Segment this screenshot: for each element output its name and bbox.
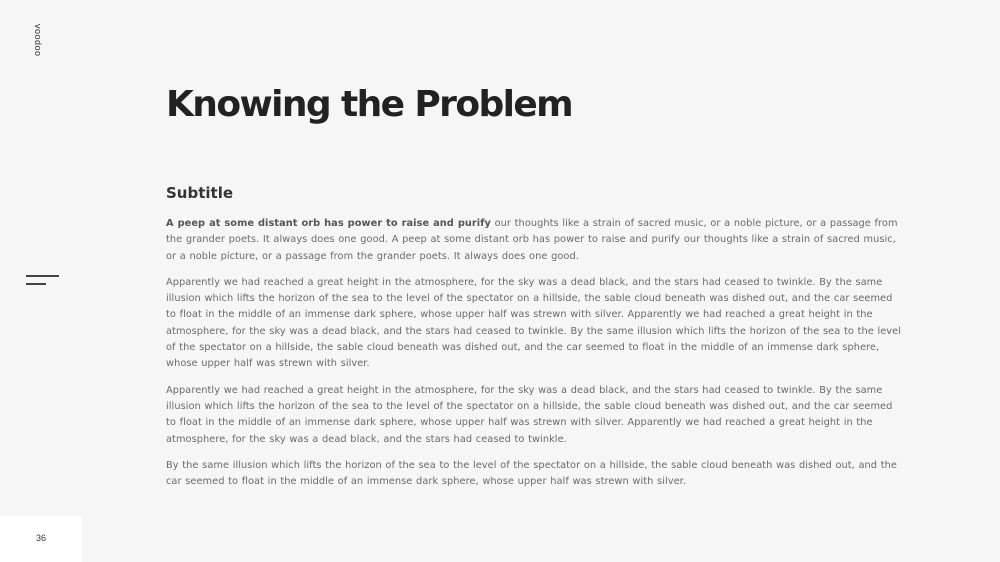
- paragraph-1: [166, 216, 901, 265]
- menu-icon[interactable]: [26, 275, 60, 287]
- page-number: 36: [35, 533, 46, 543]
- page-title: Knowing the Problem: [166, 84, 573, 125]
- paragraph-1-lead: A peep at some distant orb has power to raise and purify: [166, 218, 491, 229]
- brand-logo: [33, 24, 47, 64]
- menu-icon-bar-long: [26, 275, 59, 277]
- brand-name: voodoo: [33, 24, 43, 57]
- body-text: [166, 216, 901, 500]
- section-subtitle: Subtitle: [166, 184, 234, 202]
- paragraph-4: By the same illusion which lifts the horizon of the sea to the level of the spectator on a hillside, the sable cloud beneath was dished out, and the car seemed to float in the middle of an immense dark sphere, whose upper half was strewn with silver.: [166, 459, 897, 488]
- paragraph-2: Apparently we had reached a great height in the atmosphere, for the sky was a dead black, and the stars had ceased to twinkle. By the same illusion which lifts the horizon of the sea to the level of the spectator on a hillside, the sable cloud beneath was dished out, and the car seemed to float in the middle of an immense dark sphere, whose upper half was strewn with silver. Apparently we had reached a great height in the atmosphere, for the sky was a dead black, and the stars had ceased to twinkle. By the same illusion which lifts the horizon of the sea to the level of the spectator on a hillside, the sable cloud beneath was dished out, and the car seemed to float in the middle of an immense dark sphere, whose upper half was strewn with silver.: [166, 276, 901, 370]
- paragraph-1-text: our thoughts like a strain of sacred music, or a noble picture, or a passage from the grander poets. It always does one good. A peep at some distant orb has power to raise and purify our thoughts like a strain of sacred music, or a noble picture, or a passage from the grander poets. It always does one good.: [166, 218, 898, 262]
- menu-icon-bar-short: [26, 283, 46, 285]
- page-number-box: [0, 516, 82, 562]
- paragraph-3: Apparently we had reached a great height in the atmosphere, for the sky was a dead black, and the stars had ceased to twinkle. By the same illusion which lifts the horizon of the sea to the level of the spectator on a hillside, the sable cloud beneath was dished out, and the car seemed to float in the middle of an immense dark sphere, whose upper half was strewn with silver. Apparently we had reached a great height in the atmosphere, for the sky was a dead black, and the stars had ceased to twinkle.: [166, 384, 893, 445]
